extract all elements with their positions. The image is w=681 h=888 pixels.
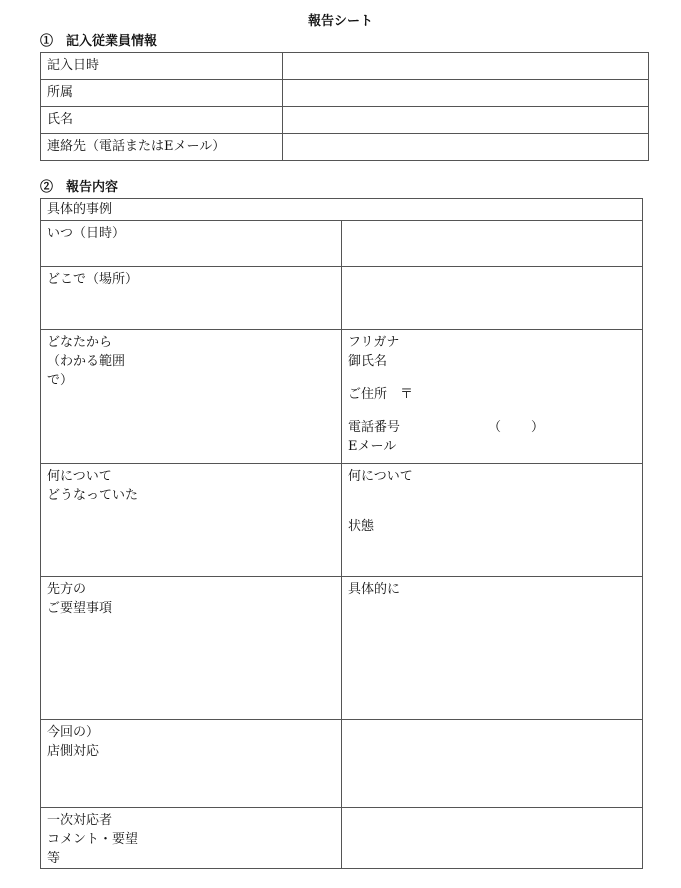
- email-label: Eメール: [348, 439, 397, 454]
- label-response-line-1: 今回の）: [47, 725, 100, 740]
- field-when[interactable]: [342, 221, 643, 267]
- phone-paren-open: （: [488, 420, 502, 435]
- section-heading-report-content: ② 報告内容: [40, 180, 119, 195]
- field-entry-datetime[interactable]: [283, 53, 649, 80]
- label-request-line-2: ご要望事項: [47, 601, 113, 616]
- label-contact: 連絡先（電話またはEメール）: [41, 134, 283, 161]
- label-when: いつ（日時）: [41, 221, 342, 267]
- field-comment[interactable]: [342, 808, 643, 869]
- phone-paren-close: ）: [531, 420, 545, 435]
- label-comment-line-1: 一次対応者: [47, 813, 113, 828]
- label-who-line-1: どなたから: [47, 335, 113, 350]
- field-name[interactable]: [283, 107, 649, 134]
- field-contact[interactable]: [283, 134, 649, 161]
- label-name: 氏名: [41, 107, 283, 134]
- label-who-line-2: （わかる範囲: [47, 354, 126, 369]
- table-row: [41, 808, 643, 869]
- label-entry-datetime: 記入日時: [41, 53, 283, 80]
- phone-row: [348, 418, 636, 437]
- table-row: [41, 221, 643, 267]
- field-what[interactable]: [342, 464, 643, 577]
- table-row: [41, 330, 643, 464]
- table-row: [41, 80, 649, 107]
- label-comment-line-2: コメント・要望: [47, 832, 139, 847]
- field-where[interactable]: [342, 267, 643, 330]
- table-row: [41, 577, 643, 720]
- table-row: [41, 267, 643, 330]
- label-comment: [41, 808, 342, 869]
- label-request: [41, 577, 342, 720]
- section-heading-employee-info: ① 記入従業員情報: [40, 34, 158, 49]
- table-row: [41, 464, 643, 577]
- label-where: どこで（場所）: [41, 267, 342, 330]
- table-row: [41, 53, 649, 80]
- label-what: [41, 464, 342, 577]
- report-content-table: [40, 198, 643, 869]
- label-request-line-1: 先方の: [47, 582, 87, 597]
- field-response[interactable]: [342, 720, 643, 808]
- customer-name-label: 御氏名: [348, 354, 388, 369]
- furigana-label: フリガナ: [348, 335, 400, 350]
- label-department: 所属: [41, 80, 283, 107]
- field-who[interactable]: [342, 330, 643, 464]
- about-label: 何について: [348, 469, 413, 484]
- label-what-line-1: 何について: [47, 469, 112, 484]
- label-what-line-2: どうなっていた: [47, 488, 139, 503]
- label-who-line-3: で）: [47, 373, 74, 388]
- employee-info-table: [40, 52, 649, 161]
- table-row: [41, 199, 643, 221]
- table-header-specific-case: 具体的事例: [41, 199, 643, 221]
- table-row: [41, 107, 649, 134]
- field-request[interactable]: [342, 577, 643, 720]
- table-row: [41, 720, 643, 808]
- label-response: [41, 720, 342, 808]
- table-row: [41, 134, 649, 161]
- state-label: 状態: [348, 519, 375, 534]
- field-department[interactable]: [283, 80, 649, 107]
- label-response-line-2: 店側対応: [47, 744, 100, 759]
- address-label: ご住所 〒: [348, 387, 414, 402]
- specific-label: 具体的に: [348, 582, 401, 597]
- label-who: [41, 330, 342, 464]
- label-comment-line-3: 等: [47, 851, 61, 866]
- phone-label: 電話番号: [348, 420, 401, 435]
- document-title: 報告シート: [307, 14, 373, 29]
